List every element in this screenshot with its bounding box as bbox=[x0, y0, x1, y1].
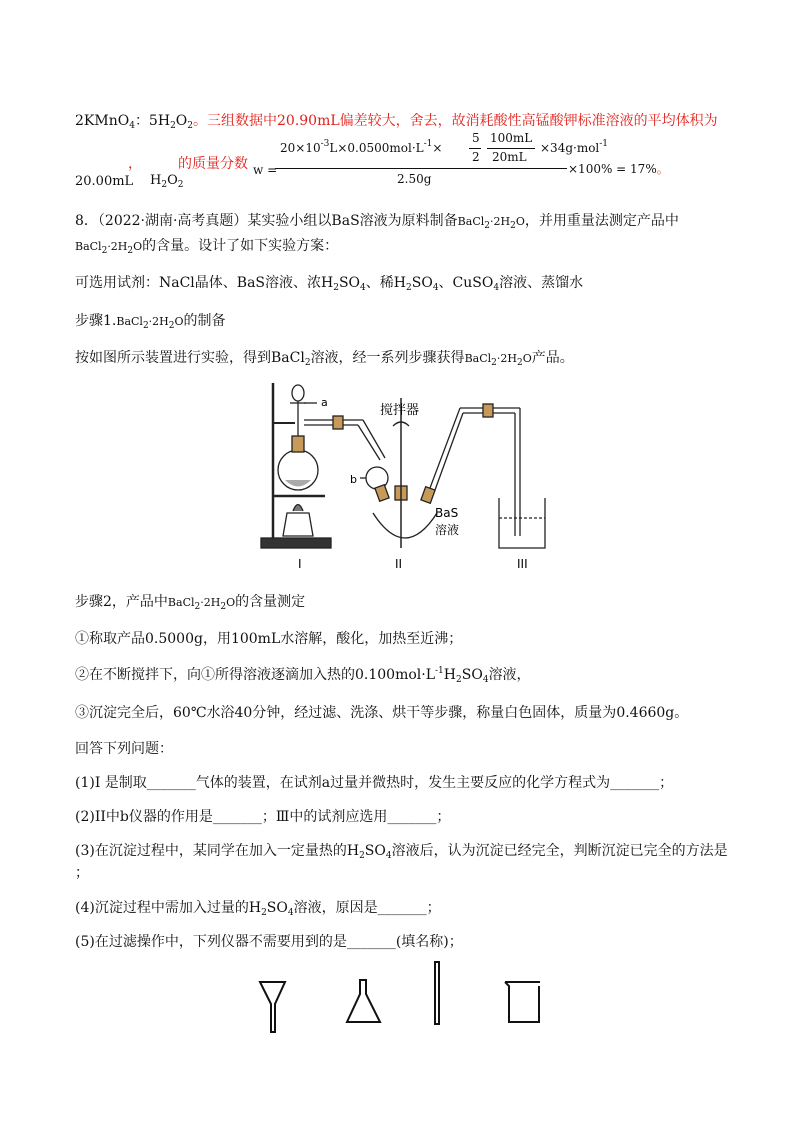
glass-rod-icon bbox=[435, 962, 439, 1024]
question-4: (4)沉淀过程中需加入过量的$H_2SO_4$溶液，原因是_______； bbox=[75, 900, 441, 918]
q8-heading: 8．（2022·湖南·高考真题）某实验小组以BaS溶液为原料制备$BaCl_2\cdot 2H_2O$，并用重量法测定产品中 bbox=[75, 213, 679, 231]
step2-s2: ②在不断搅拌下，向①所得溶液逐滴加入热的$0.100mol\cdot L^{-1}H_2SO_4$溶液， bbox=[75, 666, 531, 685]
formula-num3: ×34g·mol$^{-1}$ bbox=[540, 139, 609, 155]
label-a: a bbox=[321, 396, 328, 409]
label-II: II bbox=[395, 557, 403, 571]
formula-frac1-line bbox=[469, 148, 481, 149]
formula-numerator: $20\times 10^{-3}L\times 0.0500mol\cdot L^{-1}\times$ bbox=[280, 139, 443, 155]
funnel-icon bbox=[260, 982, 285, 1032]
beaker-icon bbox=[505, 982, 540, 1022]
intro-red-text: 。三组数据中20.90mL偏差较大，舍去，故消耗酸性高锰酸钾标准溶液的平均体积为 bbox=[193, 113, 718, 129]
intro-mass-fraction-label: 的质量分数 bbox=[178, 156, 248, 172]
step2-s3: ③沉淀完全后，60℃水浴40分钟，经过滤、洗涤、烘干等步骤，称量白色固体，质量为0.4660g。 bbox=[75, 705, 689, 721]
label-stirrer: 搅拌器 bbox=[380, 403, 420, 418]
q8-line2: $BaCl_2\cdot 2H_2O$的含量。设计了如下实验方案： bbox=[75, 238, 339, 256]
conical-flask-icon bbox=[347, 980, 380, 1022]
formula-denominator: 2.50g bbox=[397, 172, 432, 186]
formula-frac2-top: 100mL bbox=[490, 131, 533, 145]
step1-description: 按如图所示装置进行实验，得到BaCl$_2$溶液，经一系列步骤获得$BaCl_2\cdot 2H_2O$产品。 bbox=[75, 350, 574, 368]
stand-base bbox=[261, 538, 331, 548]
formula-frac2-line bbox=[487, 148, 535, 149]
intro-h2o2: $H_2O_2$ bbox=[150, 173, 184, 190]
alcohol-lamp bbox=[283, 513, 313, 536]
reagents-line: 可选用试剂：NaCl晶体、BaS溶液、浓$H_2SO_4$、稀$H_2SO_4$、CuSO$_4$溶液、蒸馏水 bbox=[75, 275, 584, 293]
label-I: I bbox=[298, 557, 302, 571]
formula-frac2-bot: 20mL bbox=[492, 150, 527, 164]
question-3: (3)在沉淀过程中，某同学在加入一定量热的$H_2SO_4$溶液后，认为沉淀已经完全，判断沉淀已完全的方法是 bbox=[75, 843, 728, 861]
intro-comma: ， bbox=[128, 156, 142, 172]
instruments-row bbox=[255, 960, 555, 1035]
answer-prompt: 回答下列问题： bbox=[75, 741, 173, 757]
three-neck-flask bbox=[373, 513, 437, 538]
question-3-end: ； bbox=[75, 865, 89, 881]
question-1: (1)Ⅰ 是制取_______气体的装置，在试剂a过量并微热时，发生主要反应的化学方程式为_______； bbox=[75, 775, 674, 791]
formula-w: w = bbox=[253, 163, 278, 177]
intro-line-3: 20.00mL bbox=[75, 174, 134, 189]
step2-title: 步骤2，产品中$BaCl_2\cdot 2H_2O$的含量测定 bbox=[75, 594, 306, 612]
step2-s1: ①称取产品0.5000g，用100mL水溶解，酸化，加热至近沸； bbox=[75, 631, 463, 647]
separatory-funnel bbox=[292, 385, 304, 401]
formula-frac1-top: 5 bbox=[472, 131, 480, 145]
label-solution: 溶液 bbox=[435, 523, 460, 537]
beaker bbox=[499, 498, 545, 548]
label-b: b bbox=[350, 473, 357, 486]
formula-main-line bbox=[275, 168, 567, 169]
question-2: (2)ⅠⅠ中b仪器的作用是_______；Ⅲ中的试剂应选用_______； bbox=[75, 809, 451, 825]
formula-frac1-bot: 2 bbox=[472, 150, 480, 164]
question-5: (5)在过滤操作中，下列仪器不需要用到的是_______(填名称)； bbox=[75, 934, 463, 950]
label-bas: BaS bbox=[435, 506, 459, 520]
formula-tail: ×100% = 17%。 bbox=[568, 162, 669, 176]
apparatus-figure bbox=[255, 378, 560, 573]
step1-title: 步骤$1.BaCl_2\cdot 2H_2O$的制备 bbox=[75, 313, 226, 331]
label-III: III bbox=[517, 557, 528, 571]
intro-line-1: 2KMnO$_4$：$5H_2O_2$。三组数据中20.90mL偏差较大，舍去，故消耗酸性高锰酸钾标准溶液的平均体积为 bbox=[75, 113, 718, 131]
